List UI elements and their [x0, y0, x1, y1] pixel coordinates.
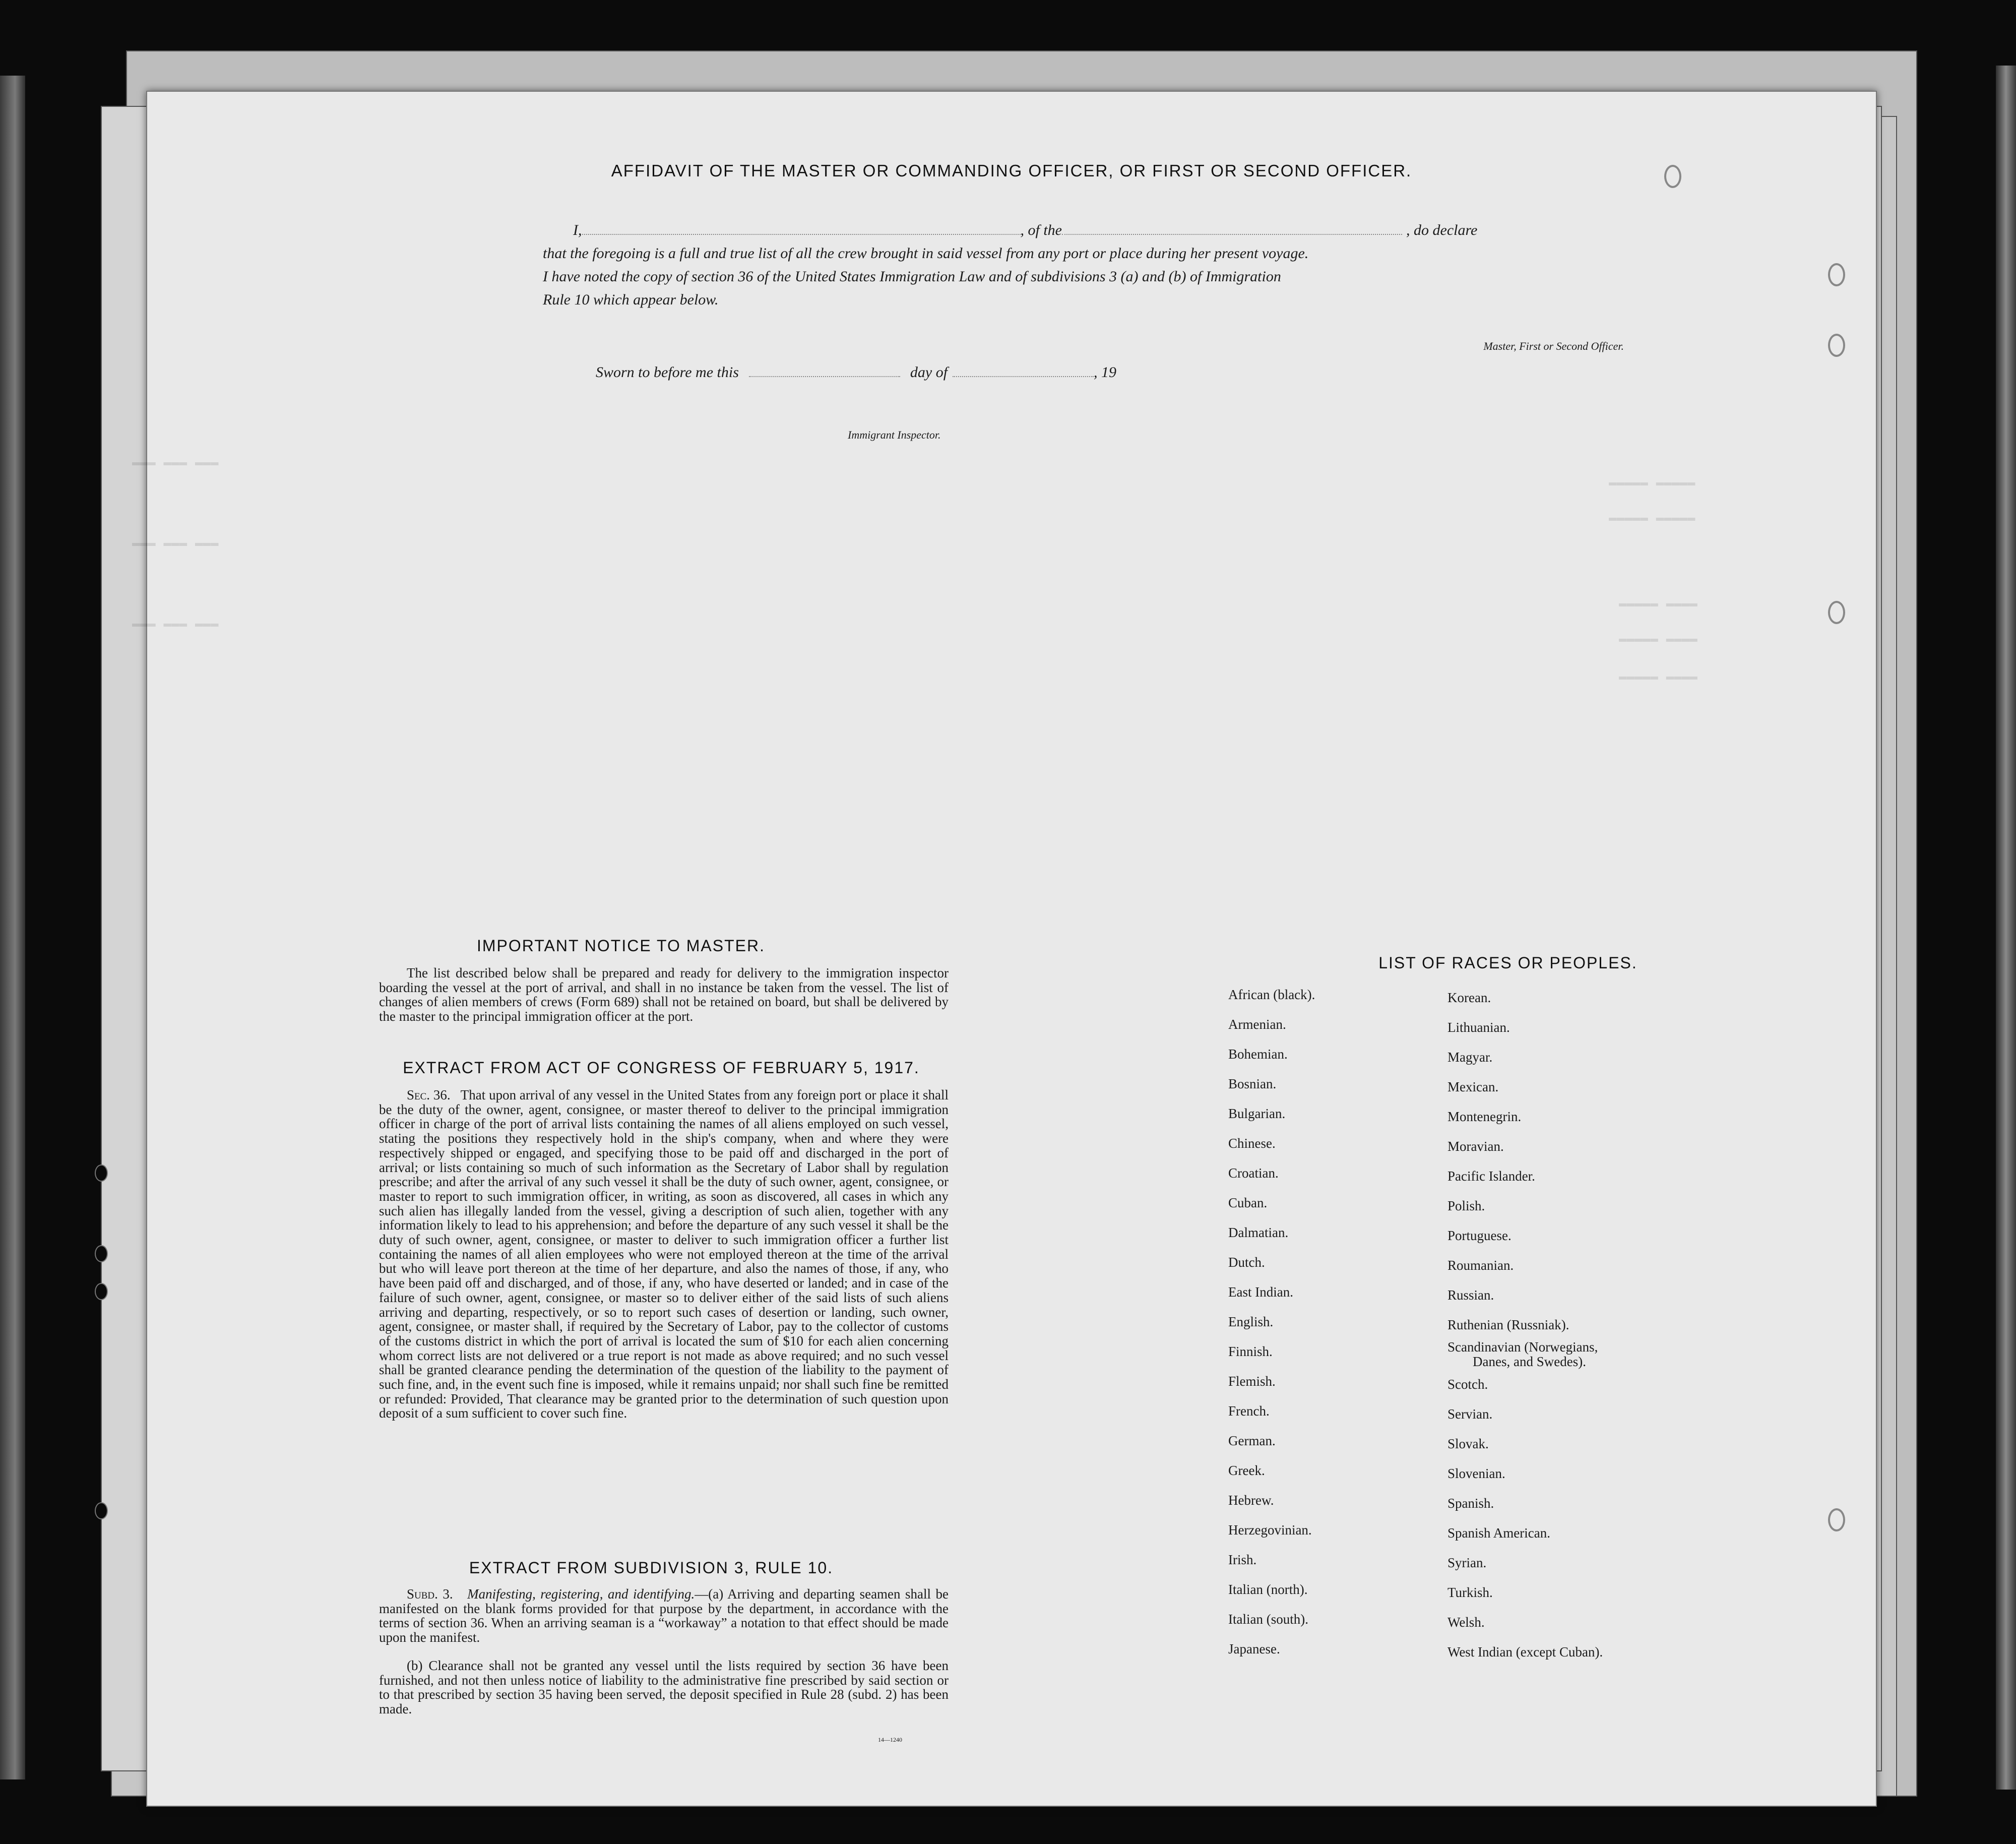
race-item: Finnish. [1228, 1344, 1273, 1359]
bleed-through: ▬▬▬▬▬ ▬▬▬▬▬ [1609, 475, 1695, 490]
act-extract-title: EXTRACT FROM ACT OF CONGRESS OF FEBRUARY 5, 1917. [403, 1059, 920, 1077]
race-item: Croatian. [1228, 1165, 1279, 1181]
race-item: Mexican. [1447, 1079, 1499, 1094]
race-item: Korean. [1447, 990, 1491, 1005]
races-title: LIST OF RACES OR PEOPLES. [1378, 954, 1637, 972]
binder-ring-mark [1828, 334, 1845, 357]
punch-hole [95, 1283, 108, 1300]
declaration-vessel-label: , of the [1020, 222, 1062, 238]
races-left-column [1228, 980, 1315, 1664]
race-item: Hebrew. [1228, 1493, 1274, 1508]
binder-ring-mark [1828, 263, 1845, 286]
race-item: Montenegrin. [1447, 1109, 1522, 1124]
bleed-through: ▬▬▬ ▬▬▬ ▬▬▬ [132, 455, 219, 470]
declaration-start: I, [573, 222, 582, 238]
notice-title: IMPORTANT NOTICE TO MASTER. [477, 937, 765, 955]
punch-hole [95, 1164, 108, 1182]
race-item: Japanese. [1228, 1641, 1280, 1656]
race-item: Pacific Islander. [1447, 1169, 1535, 1184]
binder-edge-right [1996, 66, 2016, 1790]
race-item: Portuguese. [1447, 1228, 1511, 1243]
manifest-sheet [132, 91, 1877, 1807]
punch-hole [95, 1245, 108, 1262]
race-item: Dalmatian. [1228, 1225, 1289, 1240]
declaration-line-2: that the foregoing is a full and true list of all the crew brought in said vessel from any port or place during her present voyage. [543, 245, 1309, 262]
bleed-through: ▬▬▬ ▬▬▬ ▬▬▬ [132, 535, 219, 550]
declaration-line-1 [558, 222, 1647, 239]
race-item: Chinese. [1228, 1136, 1276, 1151]
subd-heading: Manifesting, registering, and identifying. [467, 1586, 695, 1602]
race-item: Herzegovinian. [1228, 1522, 1312, 1538]
bleed-through: ▬▬▬▬▬ ▬▬▬▬ [1619, 669, 1698, 684]
race-item: Scotch. [1447, 1377, 1488, 1392]
race-item-continued: Danes, and Swedes). [1473, 1354, 1586, 1369]
race-item: African (black). [1228, 987, 1315, 1002]
race-item: Italian (north). [1228, 1582, 1308, 1597]
inspector-caption: Immigrant Inspector. [848, 428, 941, 441]
race-item: Moravian. [1447, 1139, 1504, 1154]
act-section-36 [379, 1088, 949, 1421]
race-item: Roumanian. [1447, 1258, 1514, 1273]
form-number: 14—1240 [878, 1736, 902, 1743]
race-item: Servian. [1447, 1406, 1493, 1422]
race-item: Russian. [1447, 1287, 1494, 1303]
race-item: Polish. [1447, 1198, 1485, 1213]
rule-subd-3-b: (b) Clearance shall not be granted any vessel until the lists required by section 36 have been furnished, and not then unless notice of liability to the administrative fine prescribed by said section or to that prescribed by section 35 having been served, the deposit specified in Rule 28 (subd. 2) has been made. [379, 1658, 949, 1717]
bleed-through: ▬▬▬▬▬ ▬▬▬▬ [1619, 596, 1698, 611]
declaration-line-4: Rule 10 which appear below. [543, 291, 719, 308]
race-item: Ruthenian (Russniak). [1447, 1317, 1569, 1332]
sworn-start: Sworn to before me this [596, 364, 739, 381]
race-item: Welsh. [1447, 1615, 1485, 1630]
rule-subd-3-a [379, 1587, 949, 1645]
bleed-through: ▬▬▬ ▬▬▬ ▬▬▬ [132, 616, 219, 631]
race-item: West Indian (except Cuban). [1447, 1644, 1603, 1659]
race-item: Bosnian. [1228, 1076, 1277, 1091]
rule-extract-title: EXTRACT FROM SUBDIVISION 3, RULE 10. [469, 1559, 834, 1577]
race-item: East Indian. [1228, 1284, 1293, 1300]
bleed-through: ▬▬▬▬▬ ▬▬▬▬▬ [1609, 510, 1695, 525]
race-item: Cuban. [1228, 1195, 1268, 1210]
race-item: Slovak. [1447, 1436, 1489, 1451]
race-item: Bohemian. [1228, 1047, 1288, 1062]
declaration-line-3: I have noted the copy of section 36 of the United States Immigration Law and of subdivisions 3 (a) and (b) of Immigration [543, 268, 1281, 285]
punch-hole [95, 1502, 108, 1519]
race-item: Scandinavian (Norwegians, [1447, 1339, 1598, 1355]
master-signature-caption: Master, First or Second Officer. [1483, 340, 1624, 352]
section-36-text: That upon arrival of any vessel in the United States from any foreign port or place it shall be the duty of the owner, agent, consignee, or master thereof to deliver to the principal immigration officer in charge of the port of arrival lists containing the names of all aliens employed on such vessel, stating the positions they respectively hold in the ship's company, when and where they were respectively shipped or engaged, and specifying those to be paid off and discharged in the port of arrival; or lists containing so much of such information as the Secretary of Labor shall by regulation prescribe; and after the arrival of any such vessel it shall be the duty of such owner, agent, consignee, or master to report to such immigration officer, in writing, as soon as discovered, all cases in which any such alien has illegally landed from the vessel, giving a description of such alien, together with any information likely to lead to his apprehension; and before the departure of any such vessel it shall be the duty of such owner, agent, consignee, or master to deliver to such immigration officer a further list containing the names of all alien employees who were not employed thereon at the time of the arrival but who will leave port thereon at the time of her departure, and also the names of those, if any, who have been paid off and discharged, and of those, if any, who have deserted or landed; and in case of the failure of such owner, agent, consignee, or master so to deliver either of the said lists of such aliens arriving and departing, respectively, or so to report such cases of desertion or landing, such owner, agent, consignee, or master shall, if required by the Secretary of Labor, pay to the collector of customs of the customs district in which the port of arrival is located the sum of $10 for each alien concerning whom correct lists are not delivered or a true report is not made as above required; and no such vessel shall be granted clearance pending the determination of the question of the liability to the payment of such fine, and, in the event such fine is imposed, while it remains unpaid; nor shall such fine be remitted or refunded: Provided, That clearance may be granted prior to the determination of such question upon deposit of a sum sufficient to cover such fine. [379, 1087, 949, 1421]
subd-label: Subd. 3. [407, 1586, 453, 1602]
race-item-scandinavian [1447, 1340, 1603, 1370]
declaration-end: , do declare [1406, 222, 1478, 238]
race-item: Spanish. [1447, 1496, 1494, 1511]
section-label: Sec. 36. [407, 1087, 451, 1102]
races-right-column [1447, 983, 1603, 1667]
race-item: Italian (south). [1228, 1612, 1308, 1627]
race-item: English. [1228, 1314, 1274, 1329]
notice-text: The list described below shall be prepared and ready for delivery to the immigration inspector boarding the vessel at the port of arrival, and shall in no instance be taken from the vessel. The list of changes of alien members of crews (Form 689) shall not be retained on board, but shall be delivered by the master to the principal immigration officer at the port. [379, 965, 949, 1024]
race-item: Bulgarian. [1228, 1106, 1286, 1121]
race-item: German. [1228, 1433, 1276, 1448]
subd-a-text: —(a) Arriving and departing seamen shall be manifested on the blank forms provided for that purpose by the department, in accordance with the terms of section 36. When an arriving seaman is a “workaway” a notation to that effect should be made upon the manifest. [379, 1586, 949, 1645]
race-item: French. [1228, 1403, 1270, 1419]
race-item: Greek. [1228, 1463, 1265, 1478]
race-item: Dutch. [1228, 1255, 1265, 1270]
race-item: Armenian. [1228, 1017, 1286, 1032]
bleed-through: ▬▬▬▬▬ ▬▬▬▬ [1619, 631, 1698, 646]
race-item: Spanish American. [1447, 1525, 1550, 1541]
affidavit-title: AFFIDAVIT OF THE MASTER OR COMMANDING OFFICER, OR FIRST OR SECOND OFFICER. [611, 161, 1412, 180]
sworn-line [596, 364, 1116, 381]
sworn-day-label: day of [910, 364, 948, 381]
race-item: Turkish. [1447, 1585, 1493, 1600]
binder-edge-left [0, 76, 25, 1779]
race-item: Magyar. [1447, 1050, 1493, 1065]
race-item: Irish. [1228, 1552, 1257, 1567]
race-item: Syrian. [1447, 1555, 1487, 1570]
binder-ring-mark [1828, 601, 1845, 624]
race-item: Slovenian. [1447, 1466, 1505, 1481]
sworn-year-label: , 19 [1094, 364, 1117, 381]
race-item: Lithuanian. [1447, 1020, 1510, 1035]
binder-ring-mark [1828, 1508, 1845, 1531]
race-item: Flemish. [1228, 1374, 1276, 1389]
